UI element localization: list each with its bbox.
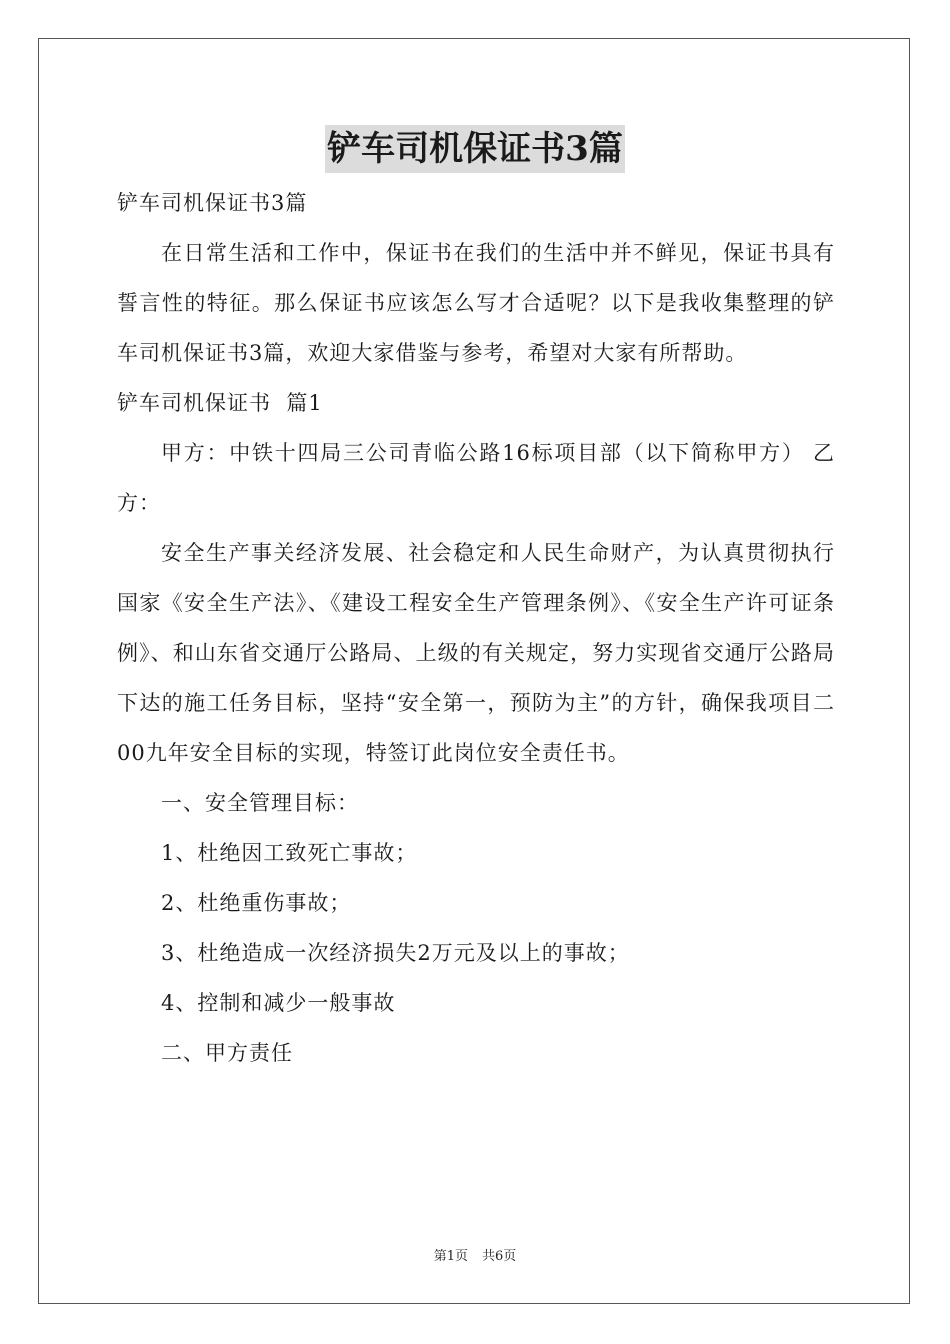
party-line: 甲方：中铁十四局三公司青临公路16标项目部（以下简称甲方） 乙方：: [117, 441, 835, 515]
goal-item: 1、杜绝因工致死亡事故；: [161, 841, 418, 865]
page-total: 共6页: [482, 1249, 517, 1264]
page-footer: [0, 1245, 950, 1264]
goal-item: 2、杜绝重伤事故；: [161, 891, 352, 915]
intro-paragraph: 在日常生活和工作中，保证书在我们的生活中并不鲜见，保证书具有誓言性的特征。那么保证书应该怎么写才合适呢？以下是我收集整理的铲车司机保证书3篇，欢迎大家借鉴与参考，希望对大家有所帮助。: [117, 241, 835, 365]
page-number: 第1页: [433, 1249, 468, 1264]
section-heading: 铲车司机保证书 篇1: [117, 391, 323, 415]
body-paragraph: 安全生产事关经济发展、社会稳定和人民生命财产，为认真贯彻执行国家《安全生产法》、《建设工程安全生产管理条例》、《安全生产许可证条例》、和山东省交通厅公路局、上级的有关规定，努力实现省交通厅公路局下达的施工任务目标，坚持“安全第一，预防为主”的方针，确保我项目二00九年安全目标的实现，特签订此岗位安全责任书。: [117, 541, 835, 765]
document-body: [117, 178, 835, 1078]
goal-item: 4、控制和减少一般事故: [161, 991, 396, 1015]
document-subtitle: 铲车司机保证书3篇: [117, 191, 308, 215]
document-title: 铲车司机保证书3篇: [325, 125, 625, 173]
goals-heading: 一、安全管理目标：: [161, 791, 359, 815]
title-container: [0, 125, 950, 173]
party-a-heading: 二、甲方责任: [161, 1041, 293, 1065]
goal-item: 3、杜绝造成一次经济损失2万元及以上的事故；: [161, 941, 630, 965]
